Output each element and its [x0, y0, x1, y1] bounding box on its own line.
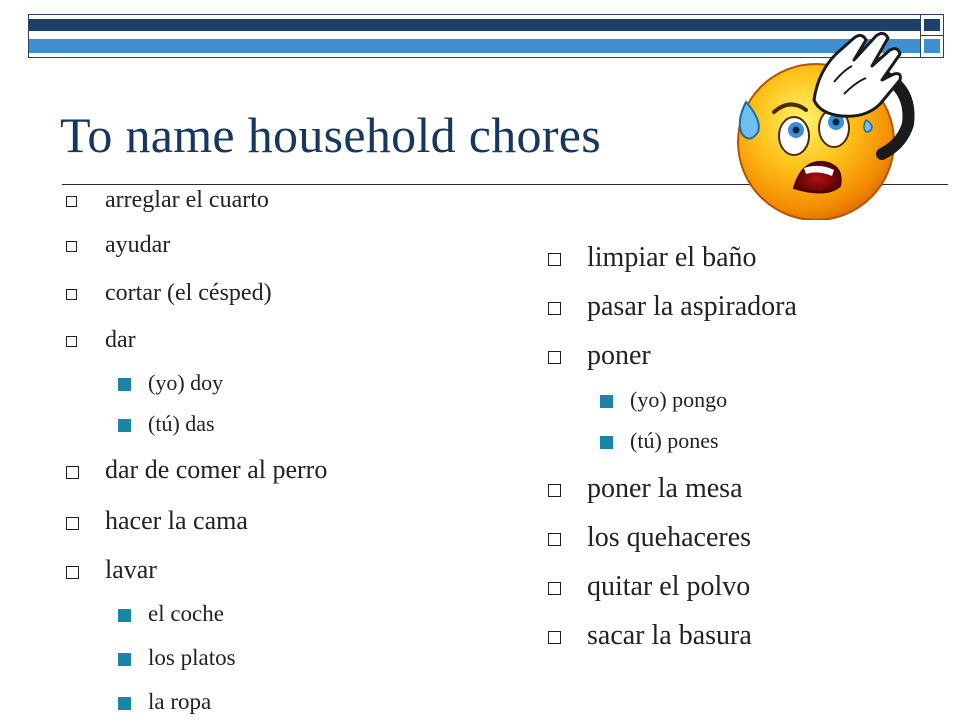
list-item: [66, 557, 157, 583]
sub-list-item-label: los platos: [148, 645, 236, 670]
list-item: [66, 328, 136, 352]
list-item-label: quitar el polvo: [587, 571, 751, 602]
list-item-label: dar de comer al perro: [105, 455, 328, 484]
sub-list-item-label: (tú) pones: [630, 428, 719, 453]
list-item: [66, 508, 248, 534]
hollow-square-icon: [66, 196, 77, 207]
sub-list-item-label: (tú) das: [148, 411, 215, 436]
list-item: [548, 293, 797, 321]
list-item-label: arreglar el cuarto: [105, 187, 269, 213]
hollow-square-icon: [548, 351, 561, 364]
list-item: [66, 233, 170, 257]
list-item-label: ayudar: [105, 232, 171, 258]
sub-list-item-label: el coche: [148, 601, 224, 626]
list-item-label: dar: [105, 327, 136, 353]
sub-list-item: [118, 690, 211, 713]
hollow-square-icon: [548, 302, 561, 315]
list-item-label: poner la mesa: [587, 473, 743, 504]
hollow-square-icon: [66, 517, 79, 530]
list-item: [548, 622, 752, 650]
solid-square-icon: [118, 378, 131, 391]
sub-list-item-label: (yo) pongo: [630, 387, 728, 412]
list-item: [548, 573, 750, 601]
list-item: [548, 475, 743, 503]
list-item: [66, 457, 327, 483]
hollow-square-icon: [548, 484, 561, 497]
sub-list-item-label: (yo) doy: [148, 370, 224, 395]
hollow-square-icon: [66, 566, 79, 579]
list-item-label: limpiar el baño: [587, 242, 757, 273]
list-item: [66, 188, 269, 212]
sub-list-item: [600, 430, 719, 452]
hollow-square-icon: [66, 241, 77, 252]
sub-list-item-label: la ropa: [148, 689, 212, 714]
list-item: [548, 524, 751, 552]
sub-list-item: [118, 602, 224, 625]
sub-list-item: [118, 646, 236, 669]
solid-square-icon: [600, 436, 613, 449]
hollow-square-icon: [548, 631, 561, 644]
list-item-label: cortar (el césped): [105, 280, 272, 306]
list-item-label: poner: [587, 340, 651, 371]
slide-title: To name household chores: [60, 107, 602, 163]
list-item-label: hacer la cama: [105, 506, 248, 535]
list-item: [66, 281, 272, 305]
solid-square-icon: [118, 697, 131, 710]
list-item-label: pasar la aspiradora: [587, 291, 797, 322]
solid-square-icon: [600, 395, 613, 408]
list-item: [548, 342, 651, 370]
hollow-square-icon: [548, 533, 561, 546]
solid-square-icon: [118, 419, 131, 432]
solid-square-icon: [118, 653, 131, 666]
sub-list-item: [600, 389, 727, 411]
worried-smiley-icon: [716, 20, 926, 220]
hollow-square-icon: [548, 253, 561, 266]
list-item: [548, 244, 757, 272]
list-item-label: lavar: [105, 555, 157, 584]
list-item-label: sacar la basura: [587, 620, 752, 651]
hollow-square-icon: [66, 336, 77, 347]
sub-list-item: [118, 413, 215, 435]
solid-square-icon: [118, 609, 131, 622]
list-item-label: los quehaceres: [587, 522, 752, 553]
hollow-square-icon: [66, 289, 77, 300]
hollow-square-icon: [66, 466, 79, 479]
hollow-square-icon: [548, 582, 561, 595]
sub-list-item: [118, 372, 223, 394]
